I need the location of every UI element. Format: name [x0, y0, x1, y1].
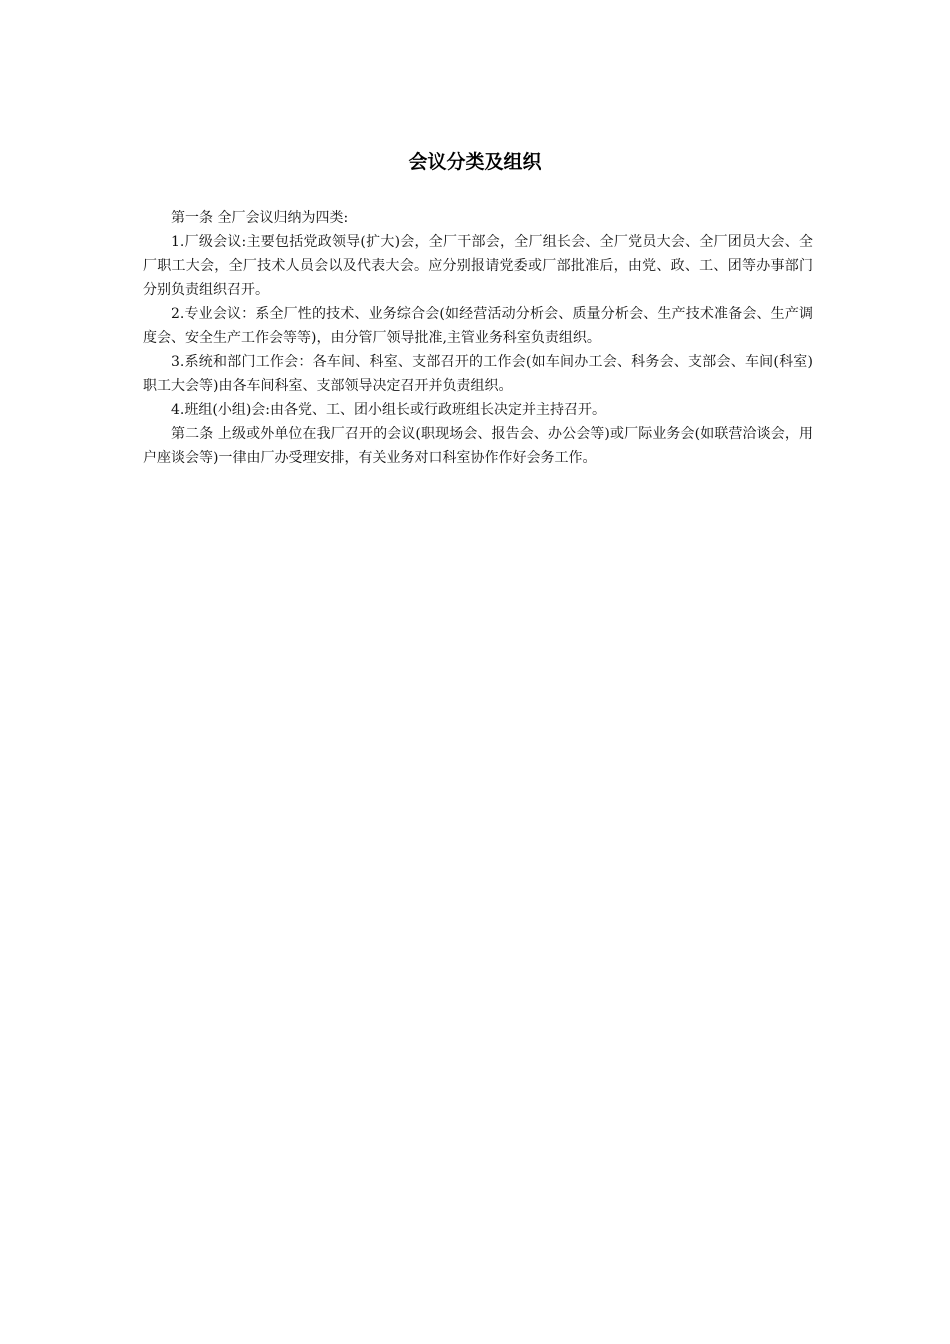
paragraph-item-4: 4.班组(小组)会:由各党、工、团小组长或行政班组长决定并主持召开。	[171, 402, 606, 418]
paragraph-item-1: 1.厂级会议:主要包括党政领导(扩大)会，全厂干部会，全厂组长会、全厂党员大会、全厂团员大会、全厂职工大会，全厂技术人员会以及代表大会。应分别报请党委或厂部批准后，由党、政、工、团等办事部门分别负责组织召开。	[143, 234, 813, 298]
document-title: 会议分类及组织	[408, 151, 542, 173]
paragraph-item-2: 2.专业会议：系全厂性的技术、业务综合会(如经营活动分析会、质量分析会、生产技术准备会、生产调度会、安全生产工作会等等)，由分管厂领导批准,主管业务科室负责组织。	[143, 306, 813, 346]
document-body	[143, 206, 813, 470]
paragraph-article-2: 第二条 上级或外单位在我厂召开的会议(职现场会、报告会、办公会等)或厂际业务会(如联营洽谈会，用户座谈会等)一律由厂办受理安排，有关业务对口科室协作作好会务工作。	[143, 426, 813, 466]
paragraph-article-1: 第一条 全厂会议归纳为四类:	[171, 210, 349, 226]
paragraph-item-3: 3.系统和部门工作会：各车间、科室、支部召开的工作会(如车间办工会、科务会、支部会、车间(科室)职工大会等)由各车间科室、支部领导决定召开并负责组织。	[143, 354, 813, 394]
